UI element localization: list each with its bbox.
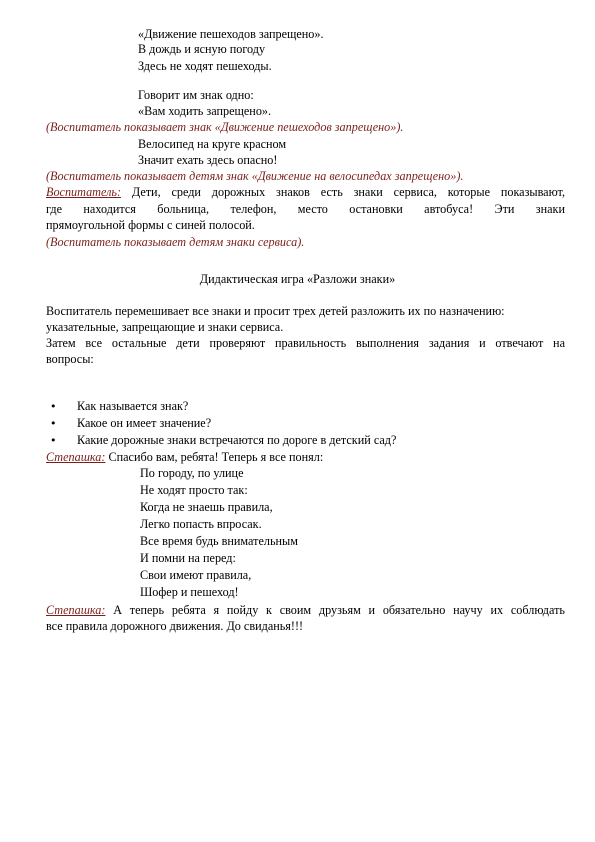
- section-heading: Дидактическая игра «Разложи знаки»: [199, 272, 396, 286]
- teacher-speech-line-3: прямоугольной формы с синей полосой.: [46, 218, 255, 232]
- poem-a-line-1: «Движение пешеходов запрещено».: [138, 27, 324, 41]
- poem-d-line-4: Легко попасть впросак.: [140, 517, 262, 531]
- poem-a-line-3: Здесь не ходят пешеходы.: [138, 59, 272, 73]
- poem-c-line-2: Значит ехать здесь опасно!: [138, 153, 278, 167]
- speaker-stepashka: Степашка:: [46, 450, 106, 464]
- bullet-icon: •: [50, 434, 57, 447]
- intro-line-1: Воспитатель перемешивает все знаки и просит трех детей разложить их по назначению:: [46, 304, 505, 318]
- teacher-speech-line-2: где находится больница, телефон, место остановки автобуса! Эти знаки: [46, 202, 565, 216]
- poem-d-line-2: Не ходят просто так:: [140, 483, 248, 497]
- poem-d-line-6: И помни на перед:: [140, 551, 236, 565]
- poem-d-line-3: Когда не знаешь правила,: [140, 500, 273, 514]
- poem-d-line-7: Свои имеют правила,: [140, 568, 252, 582]
- poem-a-line-2: В дождь и ясную погоду: [138, 42, 266, 56]
- bullet-icon: •: [50, 417, 57, 430]
- intro-line-2: указательные, запрещающие и знаки сервиса.: [46, 320, 284, 334]
- stage-direction-1: (Воспитатель показывает знак «Движение пешеходов запрещено»).: [46, 120, 404, 134]
- poem-d-line-5: Все время будь внимательным: [140, 534, 298, 548]
- poem-d-line-1: По городу, по улице: [140, 466, 244, 480]
- speaker-teacher: Воспитатель:: [46, 185, 122, 199]
- intro-line-4: вопросы:: [46, 352, 94, 366]
- question-item-1: Как называется знак?: [77, 399, 189, 413]
- intro-line-3: Затем все остальные дети проверяют правильность выполнения задания и отвечают на: [46, 336, 565, 350]
- stepashka-speech-2-line-2: все правила дорожного движения. До свиданья!!!: [46, 619, 304, 633]
- stepashka-speech-text-2: А теперь ребята я пойду к своим друзьям и обязательно научу их соблюдать: [105, 603, 565, 617]
- bullet-icon: •: [50, 400, 57, 413]
- teacher-speech-text-1: Дети, среди дорожных знаков есть знаки сервиса, которые показывают,: [131, 185, 565, 199]
- poem-c-line-1: Велосипед на круге красном: [138, 137, 287, 151]
- stepashka-speech-1: [46, 450, 323, 465]
- teacher-speech-line-1: [46, 185, 565, 200]
- poem-b-line-1: Говорит им знак одно:: [138, 88, 254, 102]
- question-item-3: Какие дорожные знаки встречаются по дороге в детский сад?: [77, 433, 397, 447]
- question-item-2: Какое он имеет значение?: [77, 416, 212, 430]
- speaker-stepashka: Степашка:: [46, 603, 106, 617]
- poem-d-line-8: Шофер и пешеход!: [140, 585, 239, 599]
- poem-b-line-2: «Вам ходить запрещено».: [138, 104, 272, 118]
- stage-direction-2: (Воспитатель показывает детям знак «Движение на велосипедах запрещено»).: [46, 169, 464, 183]
- stage-direction-3: (Воспитатель показывает детям знаки сервиса).: [46, 235, 305, 249]
- stepashka-speech-text-1: Спасибо вам, ребята! Теперь я все понял:: [105, 450, 324, 464]
- stepashka-speech-2-line-1: [46, 603, 565, 618]
